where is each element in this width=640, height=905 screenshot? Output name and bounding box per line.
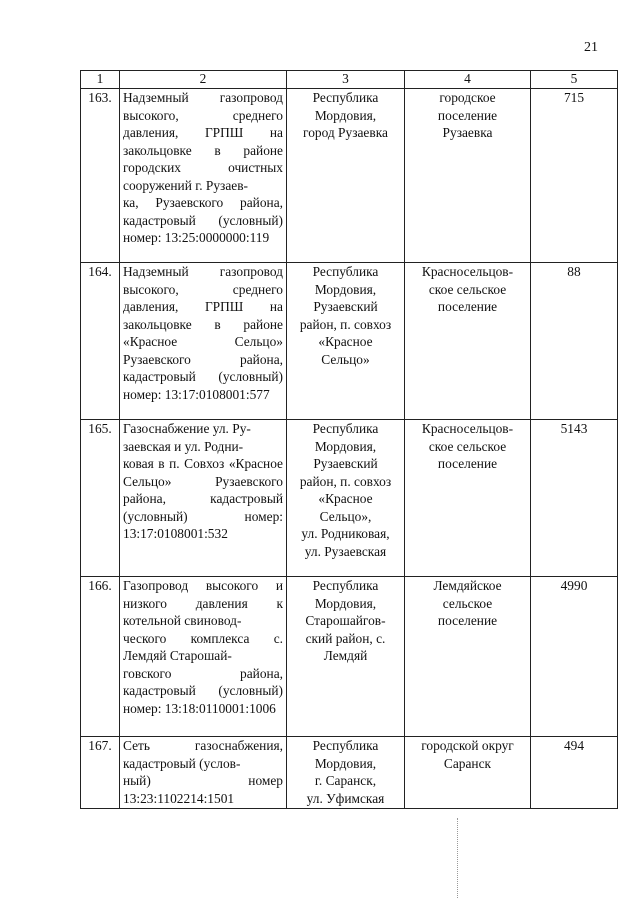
municipality: Красносельцов- ское сельское поселение <box>421 421 514 471</box>
municipality: городской округ Саранск <box>421 738 514 771</box>
object-description: Надземный газопровод высокого, среднего давления, ГРПШ на закольцовке в районе «Красное Сельцо» Рузаевского района, кадастровый (условный) номер: 13:17:0108001:577 <box>123 264 283 402</box>
object-location: Республика Мордовия, город Рузаевка <box>303 90 388 140</box>
table-row <box>81 577 618 737</box>
municipality: Красносельцов- ское сельское поселение <box>421 264 514 314</box>
row-number: 164. <box>81 263 120 420</box>
municipality: Лемдяйское сельское поселение <box>433 578 502 628</box>
column-header: 3 <box>287 71 405 89</box>
table-row <box>81 737 618 809</box>
length-value: 5143 <box>531 420 618 577</box>
column-header: 5 <box>531 71 618 89</box>
table-row <box>81 420 618 577</box>
column-header: 2 <box>120 71 287 89</box>
column-header: 1 <box>81 71 120 89</box>
row-number: 165. <box>81 420 120 577</box>
row-number: 163. <box>81 89 120 263</box>
length-value: 4990 <box>531 577 618 737</box>
object-description: Сеть газоснабжения, кадастровый (услов- ный) номер 13:23:1102214:1501 <box>123 738 283 806</box>
object-location: Республика Мордовия, Рузаевский район, п. совхоз «Красное Сельцо» <box>299 264 392 367</box>
registry-table <box>80 70 618 809</box>
column-header: 4 <box>405 71 531 89</box>
header-row <box>81 71 618 89</box>
object-description: Газоснабжение ул. Ру- заевская и ул. Родни- ковая в п. Совхоз «Красное Сельцо» Рузаевского района, кадастровый (условный) номер: 13:17:0108001:532 <box>123 421 283 541</box>
row-number: 166. <box>81 577 120 737</box>
object-location: Республика Мордовия, г. Саранск, ул. Уфимская <box>306 738 385 806</box>
length-value: 494 <box>531 737 618 809</box>
object-description: Надземный газопровод высокого, среднего давления, ГРПШ на закольцовке в районе городских очистных сооружений г. Рузаев- ка, Рузаевского района, кадастровый (условный) номер: 13:25:0000000:119 <box>123 90 283 245</box>
table-row <box>81 263 618 420</box>
table-row <box>81 89 618 263</box>
row-number: 167. <box>81 737 120 809</box>
page-number: 21 <box>584 40 598 55</box>
object-location: Республика Мордовия, Рузаевский район, п. совхоз «Красное Сельцо», ул. Родниковая, ул. Рузаевская <box>299 421 392 559</box>
length-value: 88 <box>531 263 618 420</box>
object-description: Газопровод высокого и низкого давления к котельной свиновод- ческого комплекса с. Лемдяй Старошай- говского района, кадастровый (условный) номер: 13:18:0110001:1006 <box>123 578 283 716</box>
municipality: городское поселение Рузаевка <box>437 90 498 140</box>
scan-margin-mark <box>457 818 459 898</box>
length-value: 715 <box>531 89 618 263</box>
object-location: Республика Мордовия, Старошайгов- ский район, с. Лемдяй <box>305 578 386 663</box>
